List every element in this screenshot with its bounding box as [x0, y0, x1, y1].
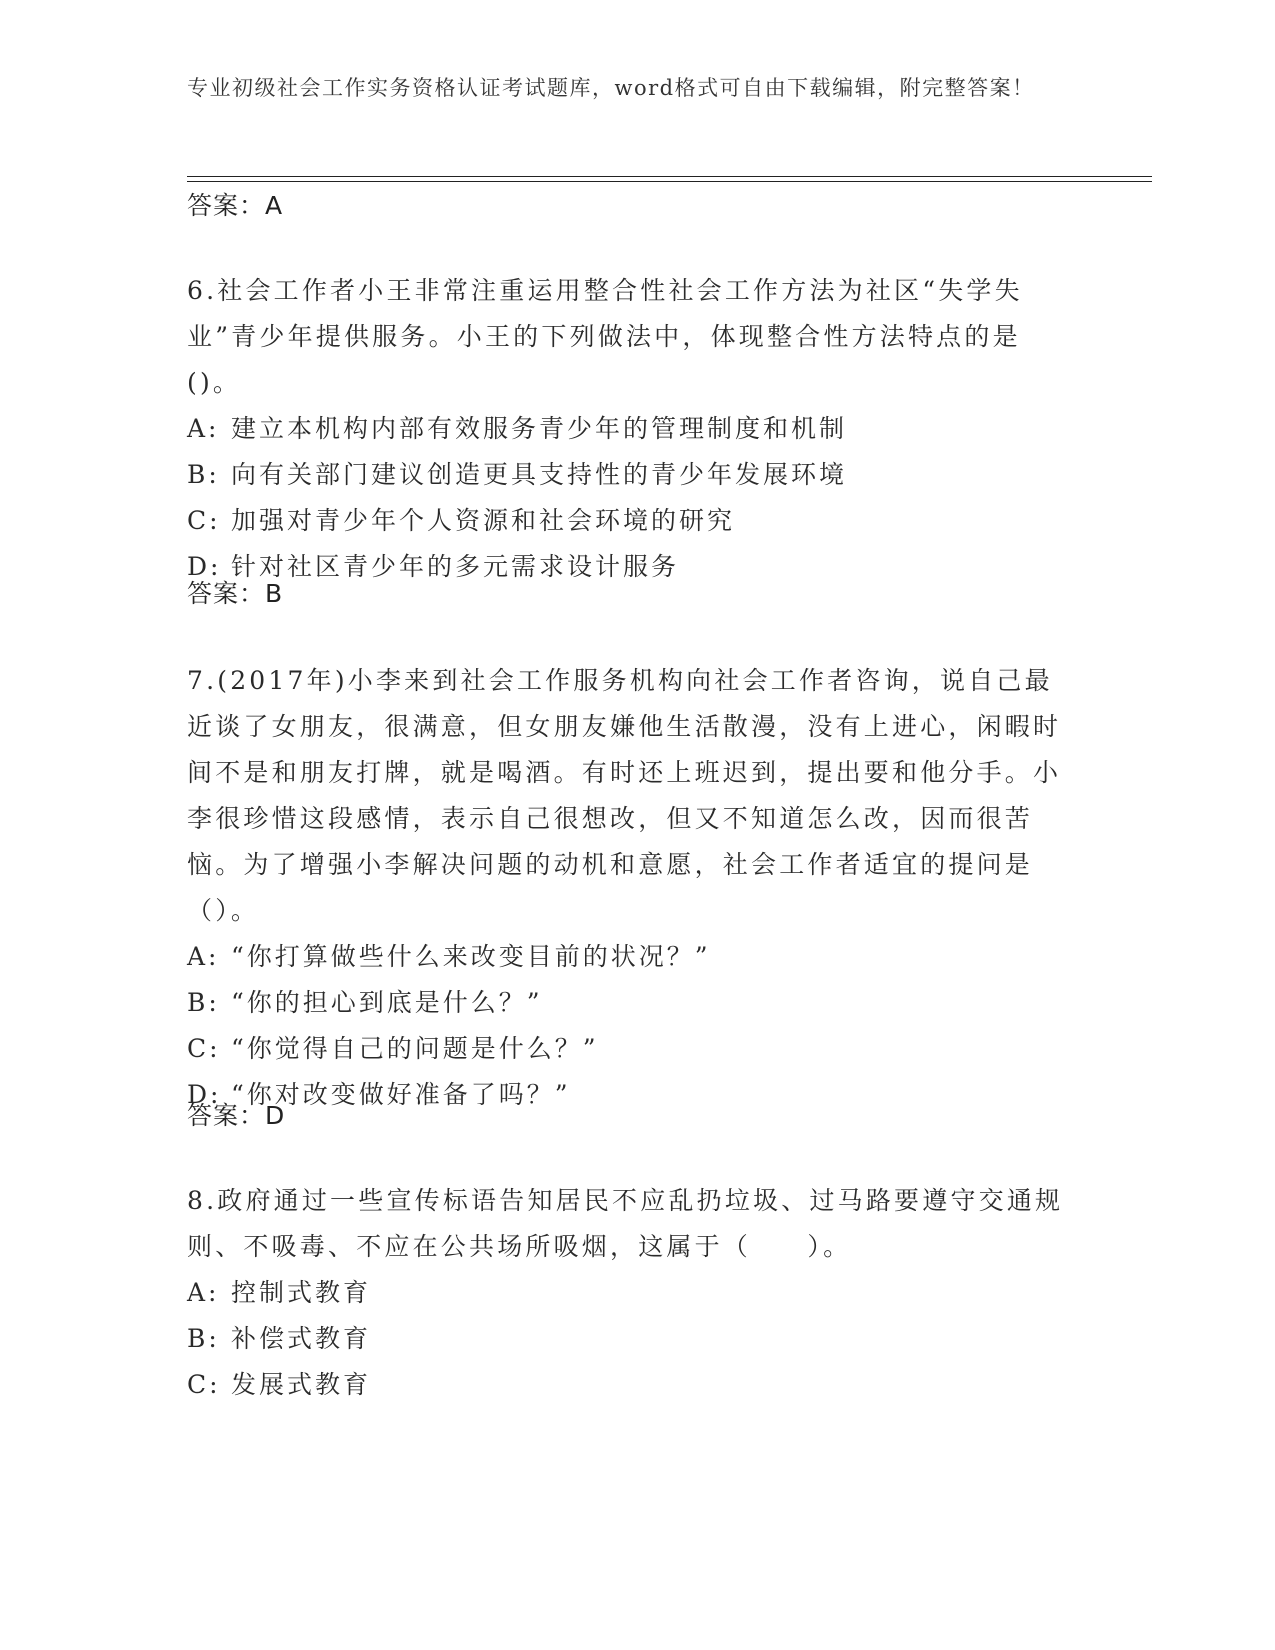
option-b	[187, 452, 1067, 498]
option-key: A:	[187, 942, 220, 971]
option-text: 加强对青少年个人资源和社会环境的研究	[231, 506, 736, 535]
answer-line	[187, 1100, 1067, 1132]
option-a	[187, 1270, 1067, 1316]
option-b	[187, 1316, 1067, 1362]
option-text: “你打算做些什么来改变目前的状况？”	[231, 942, 711, 971]
option-text: 发展式教育	[231, 1370, 372, 1399]
option-a	[187, 934, 1067, 980]
option-text: 建立本机构内部有效服务青少年的管理制度和机制	[231, 414, 848, 443]
answer-value: B	[265, 579, 284, 608]
option-text: “你觉得自己的问题是什么？”	[231, 1034, 599, 1063]
answer-label: 答案：	[187, 1101, 266, 1130]
answer-line	[187, 578, 1067, 610]
option-c	[187, 498, 1067, 544]
answer-label: 答案：	[187, 579, 266, 608]
option-text: “你的担心到底是什么？”	[231, 988, 543, 1017]
option-key: C:	[187, 506, 221, 535]
page-header: 专业初级社会工作实务资格认证考试题库，word格式可自由下载编辑，附完整答案！	[187, 76, 1035, 100]
option-key: B:	[187, 1324, 220, 1353]
question-6	[187, 268, 1067, 590]
answer-value: A	[265, 191, 284, 220]
option-key: A:	[187, 1278, 220, 1307]
option-key: D:	[187, 1080, 222, 1109]
option-key: B:	[187, 988, 220, 1017]
question-stem: 8.政府通过一些宣传标语告知居民不应乱扔垃圾、过马路要遵守交通规则、不吸毒、不应在公共场所吸烟，这属于（ ）。	[187, 1186, 1064, 1261]
answer-label: 答案：	[187, 191, 266, 220]
option-text: 控制式教育	[231, 1278, 372, 1307]
header-rule-top	[187, 176, 1152, 177]
option-b	[187, 980, 1067, 1026]
option-text: 针对社区青少年的多元需求设计服务	[231, 552, 680, 581]
question-stem: 6.社会工作者小王非常注重运用整合性社会工作方法为社区“失学失业”青少年提供服务。小王的下列做法中，体现整合性方法特点的是()。	[187, 276, 1023, 397]
option-c	[187, 1362, 1067, 1408]
option-key: C:	[187, 1370, 221, 1399]
answer-line	[187, 190, 1067, 222]
option-c	[187, 1026, 1067, 1072]
question-stem: 7.(2017年)小李来到社会工作服务机构向社会工作者咨询，说自己最近谈了女朋友，很满意，但女朋友嫌他生活散漫，没有上进心，闲暇时间不是和朋友打牌，就是喝酒。有时还上班迟到，提出要和他分手。小李很珍惜这段感情，表示自己很想改，但又不知道怎么改，因而很苦恼。为了增强小李解决问题的动机和意愿，社会工作者适宜的提问是（）。	[187, 666, 1062, 925]
option-key: A:	[187, 414, 220, 443]
option-key: B:	[187, 460, 220, 489]
option-text: “你对改变做好准备了吗？”	[231, 1080, 571, 1109]
option-key: D:	[187, 552, 222, 581]
header-rule-bottom	[187, 181, 1152, 182]
question-8	[187, 1178, 1067, 1408]
answer-value: D	[265, 1101, 286, 1130]
option-text: 补偿式教育	[231, 1324, 372, 1353]
option-text: 向有关部门建议创造更具支持性的青少年发展环境	[231, 460, 848, 489]
question-7	[187, 658, 1067, 1118]
option-key: C:	[187, 1034, 221, 1063]
option-a	[187, 406, 1067, 452]
